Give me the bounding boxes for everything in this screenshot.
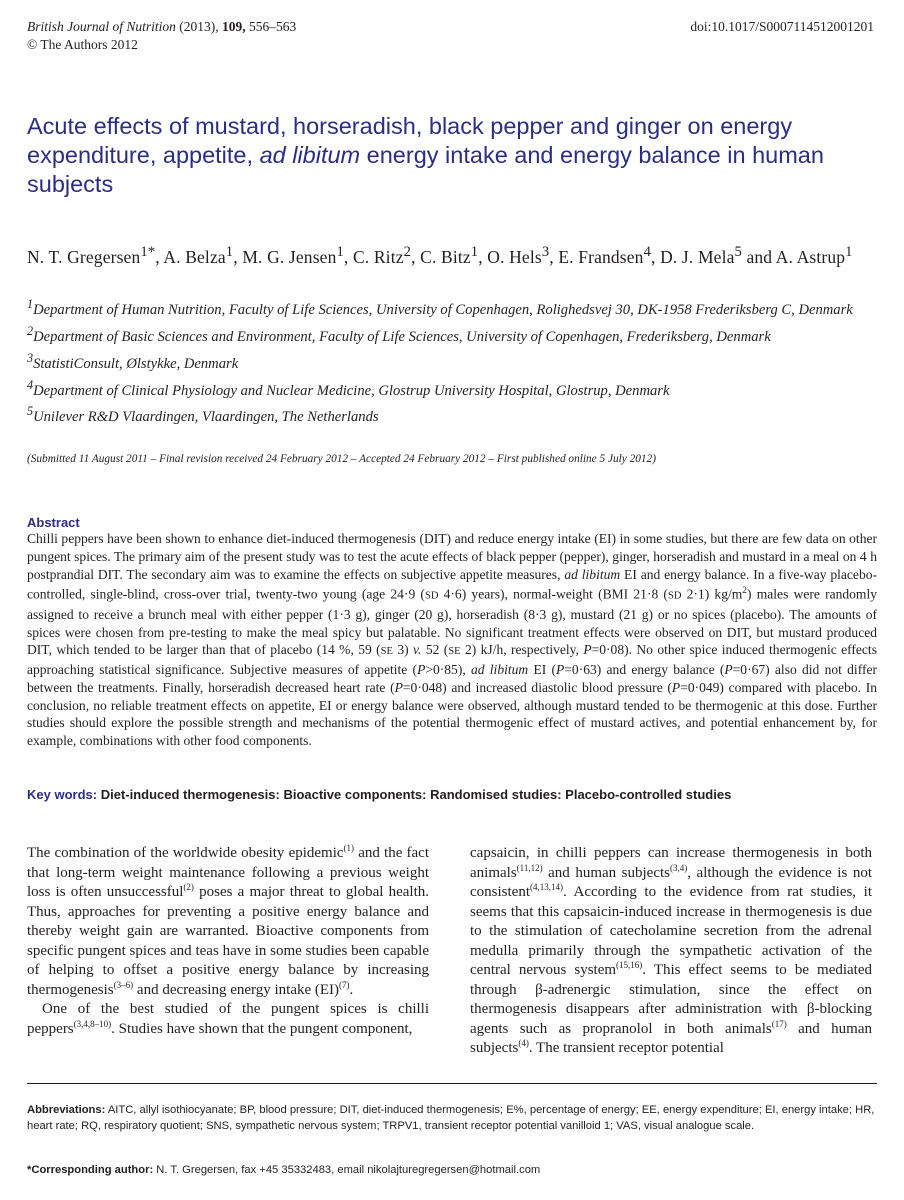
- submission-dates: (Submitted 11 August 2011 – Final revision received 24 February 2012 – Accepted 24 February 2012 – First published online 5 July 2012): [27, 453, 656, 465]
- body-text: poses a major threat to global health. Thus, approaches for preventing a positive energy balance and thereby weight gain are warranted. Bioactive components from specific pungent spices and teas have in some studies been capable of helping to offset a positive energy balance by increasing thermogenesis: [27, 884, 429, 998]
- body-text: and human subjects: [542, 864, 671, 881]
- affiliation-number: 1: [27, 297, 34, 311]
- abbreviations-label: Abbreviations:: [27, 1104, 106, 1116]
- title-part-1: Acute effects of mustard, horseradish, black pepper and ginger on energy expenditure, appetite,: [27, 113, 793, 168]
- affiliation-text: StatistiConsult, Ølstykke, Denmark: [33, 355, 239, 372]
- journal-name: British Journal of Nutrition: [27, 19, 176, 34]
- affiliation-text: Department of Human Nutrition, Faculty of Life Sciences, University of Copenhagen, Rolighedsvej 30, DK-1958 Frederiksberg C, Denmark: [33, 301, 853, 318]
- journal-pages: 556–563: [249, 19, 297, 34]
- citation-mark: (15,16): [616, 960, 643, 970]
- corresponding-star: *: [27, 1164, 32, 1176]
- citation-mark: (7): [339, 979, 350, 990]
- author-affiliation-mark: 2: [403, 244, 412, 260]
- citation-mark: (2): [183, 882, 194, 892]
- body-paragraph: [27, 1000, 429, 1039]
- affiliation: [27, 375, 877, 402]
- title-italic: ad libitum: [259, 142, 361, 168]
- body-paragraph: [470, 844, 872, 1059]
- body-text: The combination of the worldwide obesity epidemic: [27, 845, 344, 861]
- citation-mark: (3,4): [670, 862, 688, 873]
- author-name: E. Frandsen: [558, 246, 644, 267]
- affiliation: [27, 321, 877, 348]
- author-name: N. T. Gregersen: [27, 246, 141, 267]
- corresponding-text[interactable]: N. T. Gregersen, fax +45 35332483, email nikolajturegregersen@hotmail.com: [156, 1164, 541, 1176]
- body-text: . The transient receptor potential: [528, 1040, 724, 1056]
- affiliation-list: [27, 294, 877, 428]
- body-paragraph: [27, 844, 429, 1000]
- body-text: and human subjects: [470, 1020, 872, 1056]
- affiliation: [27, 401, 877, 428]
- author-affiliation-mark: 4: [643, 244, 652, 260]
- author-affiliation-mark: 1*: [140, 244, 156, 260]
- corresponding-label: Corresponding author:: [31, 1164, 154, 1176]
- citation-mark: (17): [771, 1018, 787, 1029]
- citation-mark: (4,13,14): [530, 882, 563, 892]
- author-affiliation-mark: 1: [225, 244, 234, 260]
- doi[interactable]: doi:10.1017/S0007114512001201: [690, 19, 874, 34]
- body-text: and the fact that long-term weight maintenance following a previous weight loss is often unsuccessful: [27, 845, 429, 900]
- body-text: capsaicin, in chilli peppers can increase thermogenesis in both animals: [470, 845, 872, 881]
- body-text: and decreasing energy intake (EI): [133, 981, 340, 998]
- body-text: . Studies have shown that the pungent component,: [111, 1020, 413, 1037]
- body-text: , although the evidence is not consistent: [470, 864, 872, 900]
- affiliation-number: 5: [27, 404, 34, 419]
- body-text: .: [349, 981, 354, 998]
- affiliation-number: 2: [27, 323, 34, 338]
- citation-mark: (3,4,8–10): [73, 1018, 112, 1029]
- running-header: [27, 18, 296, 54]
- abbreviations-footnote: [27, 1103, 877, 1135]
- abstract-text: Chilli peppers have been shown to enhance diet-induced thermogenesis (DIT) and reduce energy intake (EI) in some studies, but there are few data on other pungent spices. The primary aim of the present study was to test the acute effects of black pepper (pepper), ginger, horseradish and mustard in a meal on 4 h postprandial DIT. The secondary aim was to examine the effects on subjective appetite measures, ad libitum EI and energy balance. In a five-way placebo-controlled, single-blind, cross-over trial, twenty-two young (age 24·9 (SD 4·6) years), normal-weight (BMI 21·8 (SD 2·1) $kg/m^2$) males were randomly assigned to receive a brunch meal with either pepper (1·3 g), ginger (20 g), horseradish (8·3 g), mustard (21 g) or no spices (placebo). The amounts of spices were chosen from pre-testing to make the meal spicy but palatable. No significant treatment effects were observed on DIT, but mustard produced DIT, which tended to be larger than that of placebo (14 %, 59 (SE 3) v. 52 (SE 2) kJ/h, respectively, P=0·08). No other spice induced thermogenic effects approaching statistical significance. Subjective measures of appetite (P>0·85), ad libitum EI (P=0·63) and energy balance (P=0·67) also did not differ between the treatments. Finally, horseradish decreased heart rate (P=0·048) and increased diastolic blood pressure (P=0·049) compared with placebo. In conclusion, no reliable treatment effects on appetite, EI or energy balance were observed, although mustard tended to be thermogenic at this dose. Further studies should explore the possible strength and mechanisms of the potential thermogenic effect of mustard actives, and potential enhancement by, for example, combinations with other food components.: [27, 531, 878, 749]
- body-column-right: [470, 844, 872, 1059]
- citation-mark: (11,12): [516, 862, 543, 873]
- keywords-label: Key words:: [27, 787, 98, 802]
- author-affiliation-mark: 3: [541, 244, 550, 260]
- affiliation: [27, 348, 877, 375]
- citation-mark: (1): [343, 843, 355, 853]
- journal-year: (2013),: [179, 19, 219, 34]
- abbreviations-text: AITC, allyl isothiocyanate; BP, blood pressure; DIT, diet-induced thermogenesis; E%, percentage of energy; EE, energy expenditure; EI, energy intake; HR, heart rate; RQ, respiratory quotient; SNS, sympathetic nervous system; TRPV1, transient receptor potential vanilloid 1; VAS, visual analogue scale.: [27, 1104, 875, 1132]
- copyright-line: © The Authors 2012: [27, 37, 138, 52]
- journal-volume: 109,: [222, 19, 246, 34]
- author-name: M. G. Jensen: [242, 246, 337, 267]
- body-column-left: [27, 844, 429, 1039]
- affiliation: [27, 294, 877, 321]
- abstract-heading: Abstract: [27, 515, 80, 530]
- footnote-divider: [27, 1083, 877, 1084]
- affiliation-number: 3: [27, 350, 34, 365]
- author-list: N. T. Gregersen$^{1*}$, A. Belza$^1$, M. G. Jensen$^1$, C. Ritz$^2$, C. Bitz$^1$, O. Hels$^3$, E. Frandsen$^4$, D. J. Mela$^5$ and A. Astrup$^1$: [27, 244, 853, 267]
- affiliation-text: Department of Clinical Physiology and Nuclear Medicine, Glostrup University Hospital, Glostrup, Denmark: [33, 382, 670, 399]
- affiliation-number: 4: [27, 377, 34, 392]
- citation-line: [27, 18, 296, 36]
- citation-mark: (4): [518, 1038, 529, 1048]
- keywords-text: Diet-induced thermogenesis: Bioactive components: Randomised studies: Placebo-controlled studies: [100, 787, 732, 802]
- author-name: C. Bitz: [420, 246, 471, 267]
- author-name: and A. Astrup: [746, 246, 846, 267]
- author-affiliation-mark: 5: [734, 244, 742, 260]
- author-affiliation-mark: 1: [336, 244, 344, 260]
- corresponding-author-footnote: [27, 1162, 877, 1178]
- body-text: One of the best studied of the pungent spices is chilli peppers: [27, 1001, 429, 1037]
- keywords: [27, 786, 877, 804]
- citation-mark: (3–6): [113, 979, 134, 990]
- affiliation-text: Unilever R&D Vlaardingen, Vlaardingen, The Netherlands: [33, 409, 379, 426]
- author-name: D. J. Mela: [660, 246, 735, 267]
- title-part-2: energy intake and energy balance in human subjects: [27, 142, 824, 197]
- author-name: O. Hels: [487, 246, 542, 267]
- affiliation-text: Department of Basic Sciences and Environment, Faculty of Life Sciences, University of Copenhagen, Frederiksberg, Denmark: [33, 328, 771, 345]
- article-title: [27, 112, 877, 199]
- author-name: A. Belza: [163, 246, 226, 267]
- author-affiliation-mark: 1: [470, 244, 479, 260]
- author-name: C. Ritz: [352, 246, 404, 267]
- body-text: . According to the evidence from rat studies, it seems that this capsaicin-induced increase in thermogenesis is due to the stimulation of catecholamine secretion from the adrenal medulla primarily through the sympathetic activation of the central nervous system: [470, 884, 872, 978]
- body-text: . This effect seems to be mediated through β-adrenergic stimulation, since the effect on thermogenesis disappears after administration with β-blocking agents such as propranolol in both animals: [470, 962, 872, 1037]
- author-affiliation-mark: 1: [845, 244, 853, 260]
